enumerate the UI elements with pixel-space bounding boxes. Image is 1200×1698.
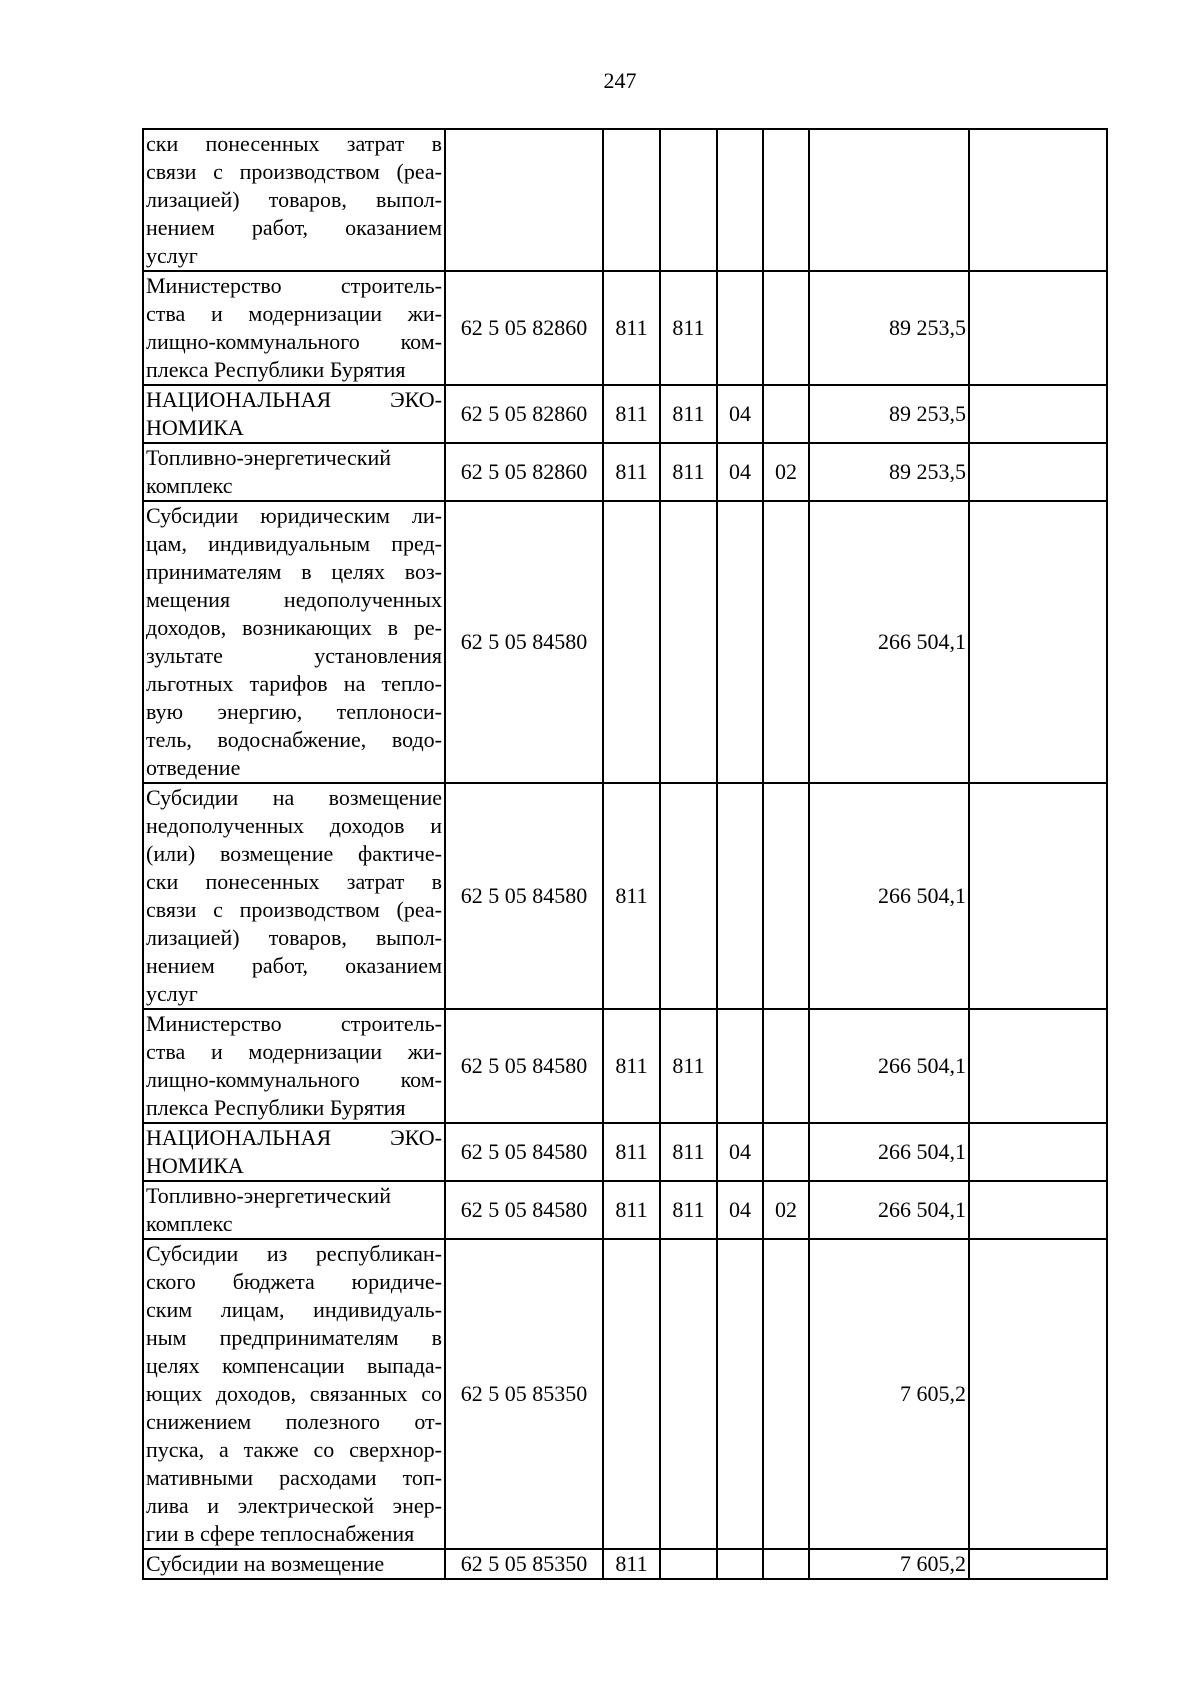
description-line: ски понесенных затрат в — [146, 131, 442, 156]
description-line: НАЦИОНАЛЬНАЯ ЭКО- — [146, 1125, 442, 1150]
budget-code-cell: 62 5 05 82860 — [445, 443, 603, 501]
subsection-cell — [763, 783, 809, 1009]
description-line: тель, водоснабжение, водо- — [146, 727, 442, 752]
description-line: связи с производством (реа- — [146, 159, 442, 184]
amount-cell: 89 253,5 — [809, 443, 969, 501]
description-cell — [143, 443, 445, 501]
extra-cell — [969, 1549, 1107, 1579]
amount-cell: 7 605,2 — [809, 1239, 969, 1549]
description-cell — [143, 501, 445, 783]
description-cell — [143, 1123, 445, 1181]
description-cell — [143, 271, 445, 385]
budget-code-cell: 62 5 05 85350 — [445, 1549, 603, 1579]
code-col-2-cell: 811 — [660, 1123, 717, 1181]
budget-code-cell: 62 5 05 84580 — [445, 501, 603, 783]
description-cell — [143, 1239, 445, 1549]
budget-code-cell: 62 5 05 84580 — [445, 1123, 603, 1181]
description-line: снижением полезного от- — [146, 1409, 442, 1434]
description-line: связи с производством (реа- — [146, 897, 442, 922]
section-cell — [717, 271, 763, 385]
extra-cell — [969, 783, 1107, 1009]
subsection-cell — [763, 129, 809, 271]
description-line: лива и электрической энер- — [146, 1493, 442, 1518]
extra-cell — [969, 1239, 1107, 1549]
code-col-1-cell: 811 — [603, 385, 660, 443]
description-line: плекса Республики Бурятия — [146, 1095, 406, 1120]
description-line: ским лицам, индивидуаль- — [146, 1297, 442, 1322]
table-row — [143, 1123, 1107, 1181]
amount-cell: 89 253,5 — [809, 271, 969, 385]
section-cell — [717, 1239, 763, 1549]
description-line: ства и модернизации жи- — [146, 301, 442, 326]
description-line: (или) возмещение фактиче- — [146, 841, 442, 866]
subsection-cell — [763, 1239, 809, 1549]
code-col-2-cell — [660, 1239, 717, 1549]
description-line: лищно-коммунального ком- — [146, 329, 442, 354]
description-line: НАЦИОНАЛЬНАЯ ЭКО- — [146, 387, 442, 412]
subsection-cell — [763, 1123, 809, 1181]
subsection-cell — [763, 1009, 809, 1123]
description-line: лизацией) товаров, выпол- — [146, 187, 442, 212]
amount-cell: 266 504,1 — [809, 783, 969, 1009]
description-line: ным предпринимателям в — [146, 1325, 442, 1350]
code-col-2-cell: 811 — [660, 271, 717, 385]
description-cell — [143, 1549, 445, 1579]
code-col-1-cell: 811 — [603, 1181, 660, 1239]
extra-cell — [969, 1123, 1107, 1181]
description-line: цам, индивидуальным пред- — [146, 531, 442, 556]
subsection-cell — [763, 501, 809, 783]
section-cell: 04 — [717, 385, 763, 443]
description-cell — [143, 385, 445, 443]
table-row — [143, 1549, 1107, 1579]
budget-code-cell: 62 5 05 84580 — [445, 1009, 603, 1123]
subsection-cell: 02 — [763, 1181, 809, 1239]
section-cell — [717, 783, 763, 1009]
description-line: Топливно-энергетический — [146, 1183, 392, 1208]
description-line: НОМИКА — [146, 1153, 244, 1178]
code-col-2-cell — [660, 501, 717, 783]
code-col-1-cell: 811 — [603, 783, 660, 1009]
code-col-2-cell: 811 — [660, 1181, 717, 1239]
subsection-cell — [763, 385, 809, 443]
budget-code-cell: 62 5 05 84580 — [445, 1181, 603, 1239]
description-line: зультате установления — [146, 643, 442, 668]
extra-cell — [969, 1181, 1107, 1239]
description-line: вую энергию, теплоноси- — [146, 699, 442, 724]
description-line: пуска, а также со сверхнор- — [146, 1437, 442, 1462]
description-line: комплекс — [146, 1211, 233, 1236]
description-line: НОМИКА — [146, 415, 244, 440]
description-line: ства и модернизации жи- — [146, 1039, 442, 1064]
description-line: ского бюджета юридиче- — [146, 1269, 442, 1294]
description-line: Субсидии на возмещение — [146, 1551, 385, 1576]
amount-cell: 89 253,5 — [809, 385, 969, 443]
code-col-1-cell: 811 — [603, 271, 660, 385]
description-line: услуг — [146, 243, 198, 268]
code-col-1-cell: 811 — [603, 1009, 660, 1123]
budget-code-cell: 62 5 05 82860 — [445, 271, 603, 385]
description-line: мещения недополученных — [146, 587, 442, 612]
page-number: 247 — [603, 68, 637, 93]
description-line: нением работ, оказанием — [146, 215, 442, 240]
budget-code-cell: 62 5 05 84580 — [445, 783, 603, 1009]
table-row — [143, 1181, 1107, 1239]
description-line: Субсидии юридическим ли- — [146, 503, 442, 528]
description-line: Субсидии на возмещение — [146, 785, 442, 810]
code-col-2-cell — [660, 783, 717, 1009]
table-row — [143, 1009, 1107, 1123]
section-cell: 04 — [717, 443, 763, 501]
code-col-1-cell: 811 — [603, 443, 660, 501]
code-col-1-cell: 811 — [603, 1123, 660, 1181]
description-line: услуг — [146, 981, 198, 1006]
description-line: гии в сфере теплоснабжения — [146, 1521, 415, 1546]
budget-code-cell: 62 5 05 82860 — [445, 385, 603, 443]
subsection-cell — [763, 271, 809, 385]
amount-cell: 266 504,1 — [809, 1123, 969, 1181]
budget-table — [142, 128, 1108, 1580]
section-cell — [717, 1549, 763, 1579]
amount-cell — [809, 129, 969, 271]
code-col-2-cell: 811 — [660, 385, 717, 443]
table-row — [143, 385, 1107, 443]
description-line: комплекс — [146, 473, 233, 498]
description-line: лизацией) товаров, выпол- — [146, 925, 442, 950]
description-cell — [143, 129, 445, 271]
budget-code-cell — [445, 129, 603, 271]
description-line: недополученных доходов и — [146, 813, 442, 838]
description-line: лищно-коммунального ком- — [146, 1067, 442, 1092]
extra-cell — [969, 129, 1107, 271]
code-col-2-cell: 811 — [660, 1009, 717, 1123]
description-line: Министерство строитель- — [146, 273, 442, 298]
table-row — [143, 129, 1107, 271]
amount-cell: 266 504,1 — [809, 1009, 969, 1123]
section-cell — [717, 1009, 763, 1123]
table-row — [143, 783, 1107, 1009]
section-cell — [717, 501, 763, 783]
description-line: целях компенсации выпада- — [146, 1353, 442, 1378]
subsection-cell: 02 — [763, 443, 809, 501]
section-cell — [717, 129, 763, 271]
code-col-2-cell — [660, 1549, 717, 1579]
description-cell — [143, 1181, 445, 1239]
table-row — [143, 271, 1107, 385]
description-line: ски понесенных затрат в — [146, 869, 442, 894]
table-row — [143, 443, 1107, 501]
amount-cell: 266 504,1 — [809, 1181, 969, 1239]
code-col-1-cell — [603, 129, 660, 271]
budget-code-cell: 62 5 05 85350 — [445, 1239, 603, 1549]
code-col-2-cell — [660, 129, 717, 271]
subsection-cell — [763, 1549, 809, 1579]
code-col-1-cell — [603, 1239, 660, 1549]
code-col-1-cell: 811 — [603, 1549, 660, 1579]
table-row — [143, 1239, 1107, 1549]
description-line: льготных тарифов на тепло- — [146, 671, 442, 696]
amount-cell: 7 605,2 — [809, 1549, 969, 1579]
section-cell: 04 — [717, 1181, 763, 1239]
description-line: плекса Республики Бурятия — [146, 357, 406, 382]
table-row — [143, 501, 1107, 783]
table-body — [143, 129, 1107, 1579]
extra-cell — [969, 271, 1107, 385]
amount-cell: 266 504,1 — [809, 501, 969, 783]
code-col-2-cell: 811 — [660, 443, 717, 501]
extra-cell — [969, 385, 1107, 443]
description-line: ющих доходов, связанных со — [146, 1381, 442, 1406]
code-col-1-cell — [603, 501, 660, 783]
description-cell — [143, 783, 445, 1009]
extra-cell — [969, 443, 1107, 501]
description-line: доходов, возникающих в ре- — [146, 615, 442, 640]
description-line: Министерство строитель- — [146, 1011, 442, 1036]
description-cell — [143, 1009, 445, 1123]
description-line: принимателям в целях воз- — [146, 559, 442, 584]
section-cell: 04 — [717, 1123, 763, 1181]
description-line: отведение — [146, 755, 241, 780]
description-line: Субсидии из республикан- — [146, 1241, 442, 1266]
extra-cell — [969, 1009, 1107, 1123]
description-line: мативными расходами топ- — [146, 1465, 442, 1490]
description-line: нением работ, оказанием — [146, 953, 442, 978]
description-line: Топливно-энергетический — [146, 445, 392, 470]
extra-cell — [969, 501, 1107, 783]
